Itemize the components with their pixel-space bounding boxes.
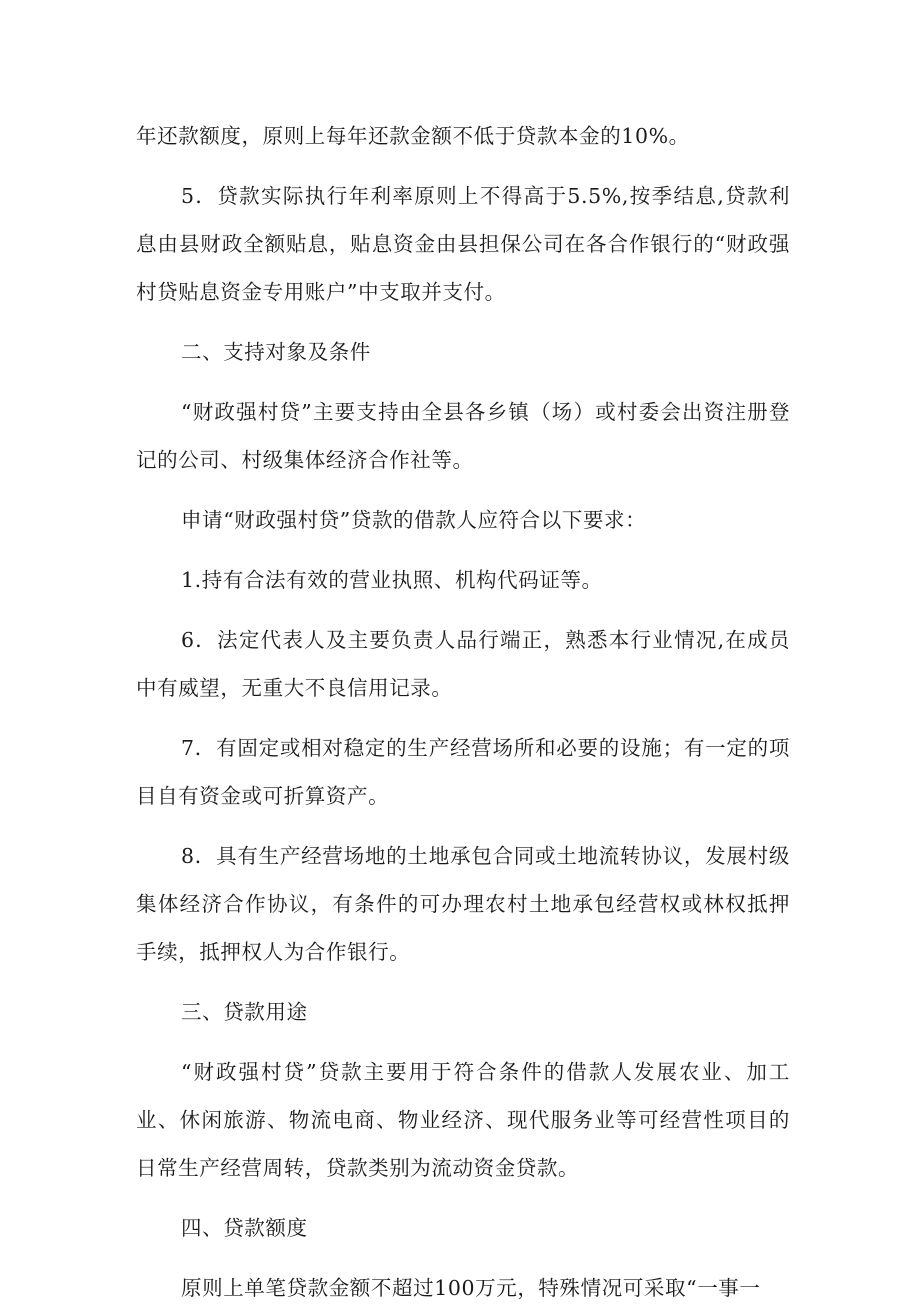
paragraph-loan-amount: 原则上单笔贷款金额不超过100万元，特殊情况可采取“一事一 [181, 1276, 761, 1300]
paragraph-interest-rate: 5．贷款实际执行年利率原则上不得高于5.5%,按季结息,贷款利息由县财政全额贴息，贴息资金由县担保公司在各合作银行的“财政强村贷贴息资金专用账户”中支取并支付。 [136, 184, 790, 304]
list-item-business-license: 1.持有合法有效的营业执照、机构代码证等。 [181, 568, 603, 592]
paragraph-loan-purpose: “财政强村贷”贷款主要用于符合条件的借款人发展农业、加工业、休闲旅游、物流电商、物业经济、现代服务业等可经营性项目的日常生产经营周转，贷款类别为流动资金贷款。 [136, 1060, 790, 1180]
list-item-business-premises: 7．有固定或相对稳定的生产经营场所和必要的设施；有一定的项目自有资金或可折算资产。 [136, 736, 790, 808]
paragraph-repayment-limit: 年还款额度，原则上每年还款金额不低于贷款本金的10%。 [136, 124, 690, 148]
section-heading-loan-purpose: 三、贷款用途 [181, 1000, 308, 1024]
section-heading-support-targets: 二、支持对象及条件 [181, 340, 371, 364]
document-page [136, 112, 790, 1312]
list-item-land-contract: 8．具有生产经营场地的土地承包合同或土地流转协议，发展村级集体经济合作协议，有条件的可办理农村土地承包经营权或林权抵押手续，抵押权人为合作银行。 [136, 844, 790, 964]
paragraph-borrower-requirements: 申请“财政强村贷”贷款的借款人应符合以下要求： [181, 508, 647, 532]
list-item-legal-representative: 6．法定代表人及主要负责人品行端正，熟悉本行业情况,在成员中有威望，无重大不良信用记录。 [136, 628, 790, 700]
paragraph-support-scope: “财政强村贷”主要支持由全县各乡镇（场）或村委会出资注册登记的公司、村级集体经济合作社等。 [136, 400, 790, 472]
section-heading-loan-amount: 四、贷款额度 [181, 1216, 308, 1240]
